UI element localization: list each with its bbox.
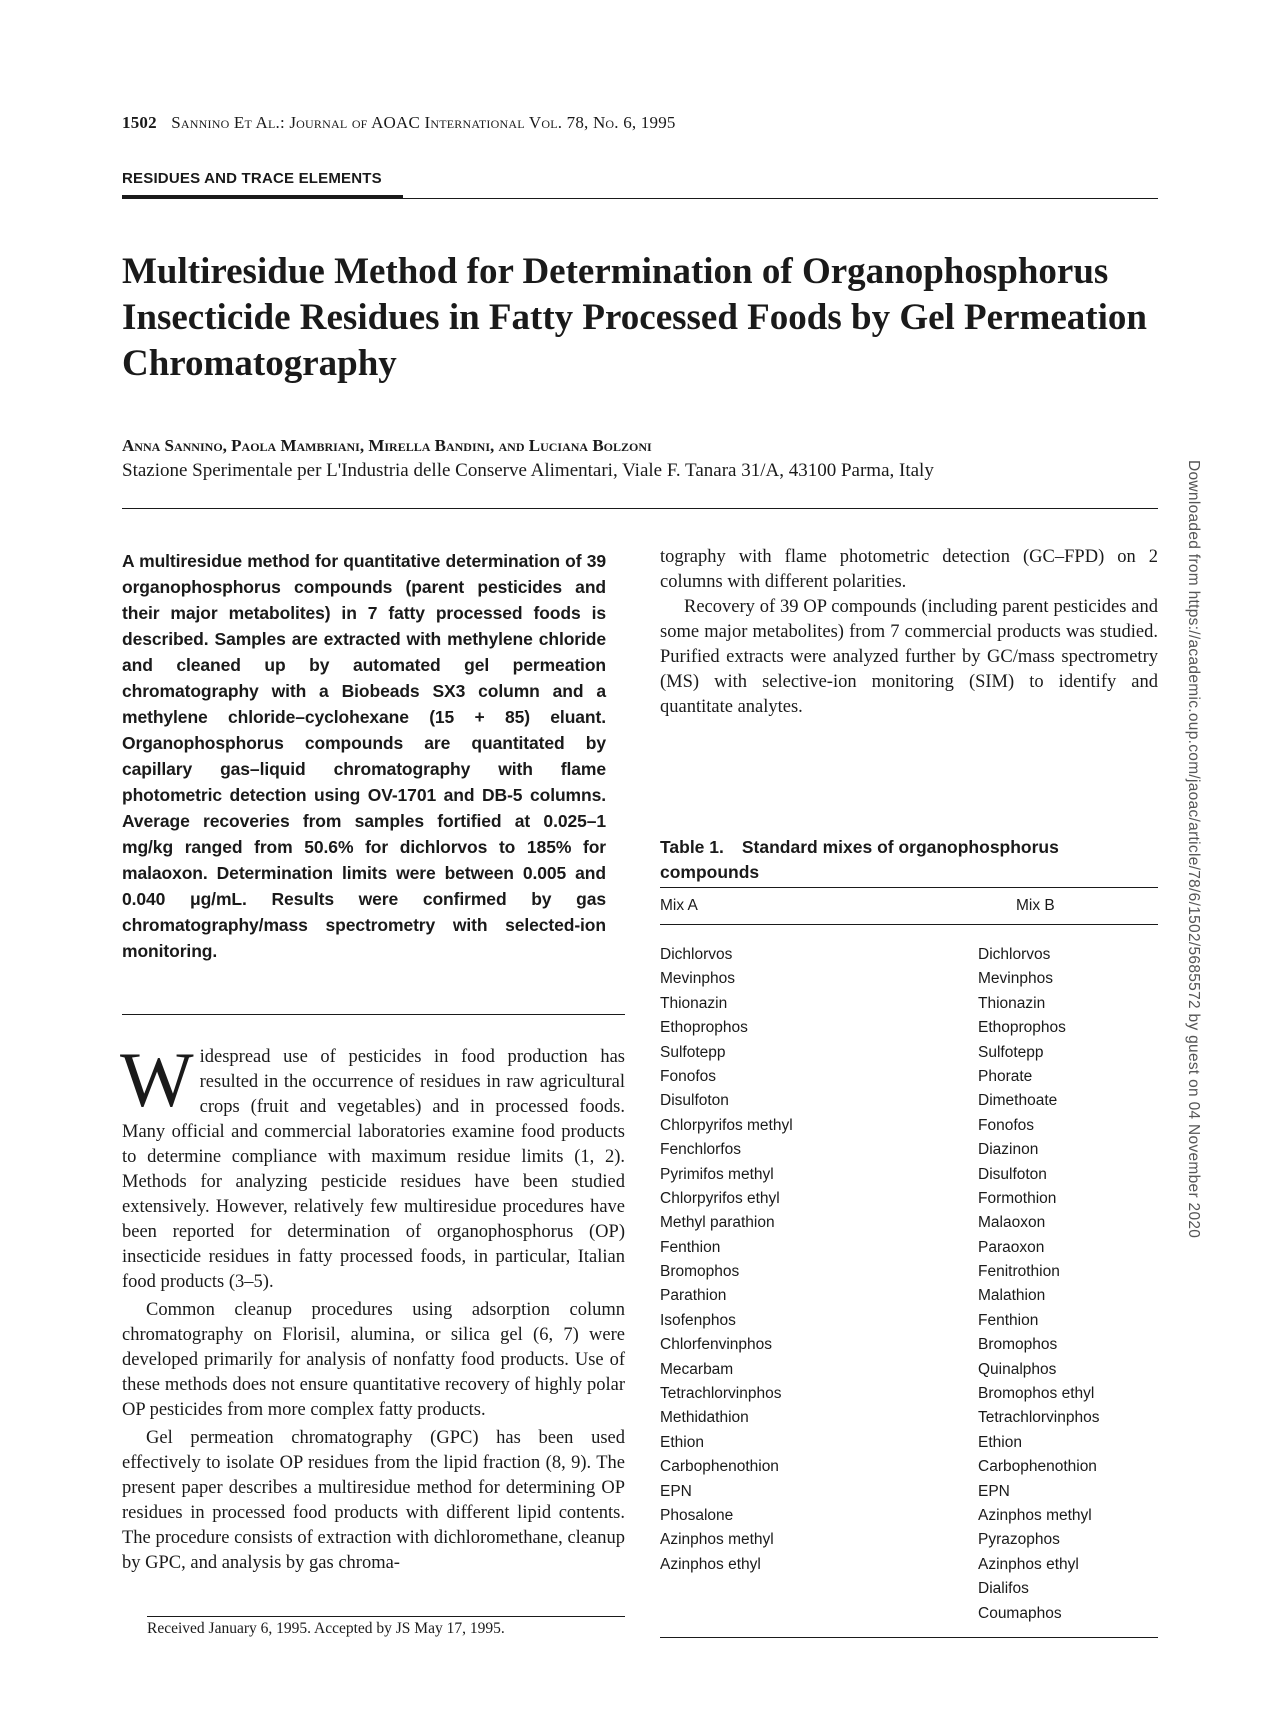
table-header-mix-a: Mix A: [660, 897, 698, 914]
table-cell: Azinphos ethyl: [978, 1555, 1079, 1573]
table-cell: Disulfoton: [978, 1165, 1047, 1183]
table-cell: Ethion: [660, 1433, 704, 1451]
table-caption-text: Standard mixes of organophosphorus compounds: [660, 837, 1059, 882]
table-label: Table 1.: [660, 837, 724, 857]
table-cell: Thionazin: [978, 994, 1046, 1012]
table-cell: Bromophos: [660, 1263, 740, 1281]
body-paragraph: Gel permeation chromatography (GPC) has been used effectively to isolate OP residues from the lipid fraction (8, 9). The present paper describes a multiresidue method for determining OP residues in processed food products with different lipid contents. The procedure consists of extraction with dichloromethane, cleanup by GPC, and analysis by gas chroma-: [122, 1428, 625, 1573]
table-cell: Azinphos methyl: [978, 1506, 1092, 1524]
table-cell: Phosalone: [660, 1506, 734, 1524]
table-cell: Methyl parathion: [660, 1214, 775, 1232]
author-list: Anna Sannino, Paola Mambriani, Mirella Bandini, and Luciana Bolzoni: [122, 436, 652, 455]
table-cell: Fonofos: [978, 1116, 1035, 1134]
table-cell: Fonofos: [660, 1067, 717, 1085]
table-caption: [660, 835, 1090, 885]
mix-b-list: [978, 943, 1099, 1626]
table-cell: Pyrazophos: [978, 1531, 1060, 1549]
table-cell: Fenitrothion: [978, 1263, 1060, 1281]
table-header-mix-b: Mix B: [1016, 897, 1055, 914]
section-rule-thin: [403, 198, 1158, 199]
body-paragraph: tography with flame photometric detection (GC–FPD) on 2 columns with different polarities.: [660, 547, 1158, 592]
body-right-column: [660, 545, 1158, 720]
table-cell: Malaoxon: [978, 1214, 1046, 1232]
section-rule: [122, 195, 403, 199]
drop-cap: W: [120, 1036, 194, 1123]
paragraph-text: idespread use of pesticides in food production has resulted in the occurrence of residues in raw agricultural crops (fruit and vegetables) and in processed foods. Many official and commercial laboratories examine food products to determine compliance with maximum residue limits (1, 2). Methods for analyzing pesticide residues have been studied extensively. However, relatively few multiresidue procedures have been reported for determination of organophosphorus (OP) insecticide residues in fatty processed foods, in particular, Italian food products (3–5).: [122, 1047, 625, 1292]
table-cell: Dialifos: [978, 1580, 1029, 1598]
table-cell: Chlorpyrifos methyl: [660, 1116, 793, 1134]
table-cell: Fenthion: [978, 1311, 1039, 1329]
table-cell: Methidathion: [660, 1409, 749, 1427]
page-number: 1502: [122, 113, 157, 132]
table-cell: Diazinon: [978, 1141, 1039, 1159]
body-paragraph: [120, 1036, 625, 1295]
abstract: A multiresidue method for quantitative determination of 39 organophosphorus compounds (parent pesticides and their major metabolites) in 7 fatty processed foods is described. Samples are extracted with methylene chloride and cleaned up by automated gel permeation chromatography with a Biobeads SX3 column and a methylene chloride–cyclohexane (15 + 85) eluant. Organophosphorus compounds are quantitated by capillary gas–liquid chromatography with flame photometric detection using OV-1701 and DB-5 columns. Average recoveries from samples fortified at 0.025–1 mg/kg ranged from 50.6% for dichlorvos to 185% for malaoxon. Determination limits were between 0.005 and 0.040 μg/mL. Results were confirmed by gas chromatography/mass spectrometry with selected-ion monitoring.: [122, 551, 606, 961]
footnote-divider: [147, 1616, 625, 1617]
affiliation: Stazione Sperimentale per L'Industria delle Conserve Alimentari, Viale F. Tanara 31/A, 43100 Parma, Italy: [122, 460, 934, 481]
table-cell: Bromophos: [978, 1336, 1058, 1354]
table-cell: Chlorpyrifos ethyl: [660, 1189, 780, 1207]
table-bottom-rule: [660, 1637, 1158, 1638]
table-cell: Tetrachlorvinphos: [660, 1385, 782, 1403]
table-top-rule: [660, 887, 1158, 888]
table-cell: Isofenphos: [660, 1311, 736, 1329]
journal-citation: Sannino Et Al.: Journal of AOAC International Vol. 78, No. 6, 1995: [171, 113, 676, 132]
table-cell: Sulfotepp: [660, 1043, 726, 1061]
table-cell: Mevinphos: [660, 970, 735, 988]
section-label: RESIDUES AND TRACE ELEMENTS: [122, 170, 382, 187]
mix-a-list: [660, 943, 793, 1577]
table-cell: Phorate: [978, 1067, 1033, 1085]
table-cell: Pyrimifos methyl: [660, 1165, 774, 1183]
table-cell: EPN: [978, 1482, 1010, 1500]
body-left-column: [120, 1036, 625, 1576]
header-divider: [122, 508, 1158, 509]
received-footnote: Received January 6, 1995. Accepted by JS May 17, 1995.: [147, 1620, 505, 1637]
table-cell: Malathion: [978, 1287, 1046, 1305]
abstract-divider: [122, 1014, 625, 1015]
running-head: [122, 113, 676, 133]
table-cell: Thionazin: [660, 994, 728, 1012]
table-cell: EPN: [660, 1482, 692, 1500]
table-cell: Ethoprophos: [660, 1019, 748, 1037]
table-cell: Quinalphos: [978, 1360, 1057, 1378]
article-title: Multiresidue Method for Determination of Organophosphorus Insecticide Residues in Fatty Processed Foods by Gel Permeation Chromatography: [122, 251, 1147, 384]
table-cell: Fenthion: [660, 1238, 721, 1256]
table-cell: Dichlorvos: [660, 946, 733, 963]
table-cell: Mecarbam: [660, 1360, 734, 1378]
table-cell: Carbophenothion: [978, 1458, 1097, 1476]
table-cell: Paraoxon: [978, 1238, 1045, 1256]
body-paragraph: Common cleanup procedures using adsorption column chromatography on Florisil, alumina, or silica gel (6, 7) were developed primarily for analysis of nonfatty food products. Use of these methods does not ensure quantitative recovery of highly polar OP pesticides from more complex fatty products.: [122, 1300, 625, 1420]
table-cell: Formothion: [978, 1189, 1057, 1207]
body-paragraph: Recovery of 39 OP compounds (including parent pesticides and some major metabolites) from 7 commercial products was studied. Purified extracts were analyzed further by GC/mass spectrometry (MS) with selective-ion monitoring (SIM) to identify and quantitate analytes.: [660, 597, 1158, 717]
table-cell: Fenchlorfos: [660, 1141, 741, 1159]
table-cell: Dimethoate: [978, 1092, 1058, 1110]
table-cell: Disulfoton: [660, 1092, 729, 1110]
table-cell: Coumaphos: [978, 1604, 1062, 1622]
table-cell: Mevinphos: [978, 970, 1053, 988]
table-cell: Sulfotepp: [978, 1043, 1044, 1061]
table-cell: Dichlorvos: [978, 946, 1051, 963]
table-cell: Bromophos ethyl: [978, 1385, 1095, 1403]
table-cell: Azinphos methyl: [660, 1531, 774, 1549]
table-cell: Parathion: [660, 1287, 727, 1305]
table-cell: Tetrachlorvinphos: [978, 1409, 1100, 1427]
table-cell: Chlorfenvinphos: [660, 1336, 773, 1354]
table-header-rule: [660, 924, 1158, 925]
table-cell: Azinphos ethyl: [660, 1555, 761, 1573]
download-watermark: Downloaded from https://academic.oup.com/jaoac/article/78/6/1502/5685572 by guest on 04 November 2020: [1185, 460, 1202, 1239]
table-cell: Ethoprophos: [978, 1019, 1066, 1037]
table-cell: Ethion: [978, 1433, 1022, 1451]
table-cell: Carbophenothion: [660, 1458, 779, 1476]
